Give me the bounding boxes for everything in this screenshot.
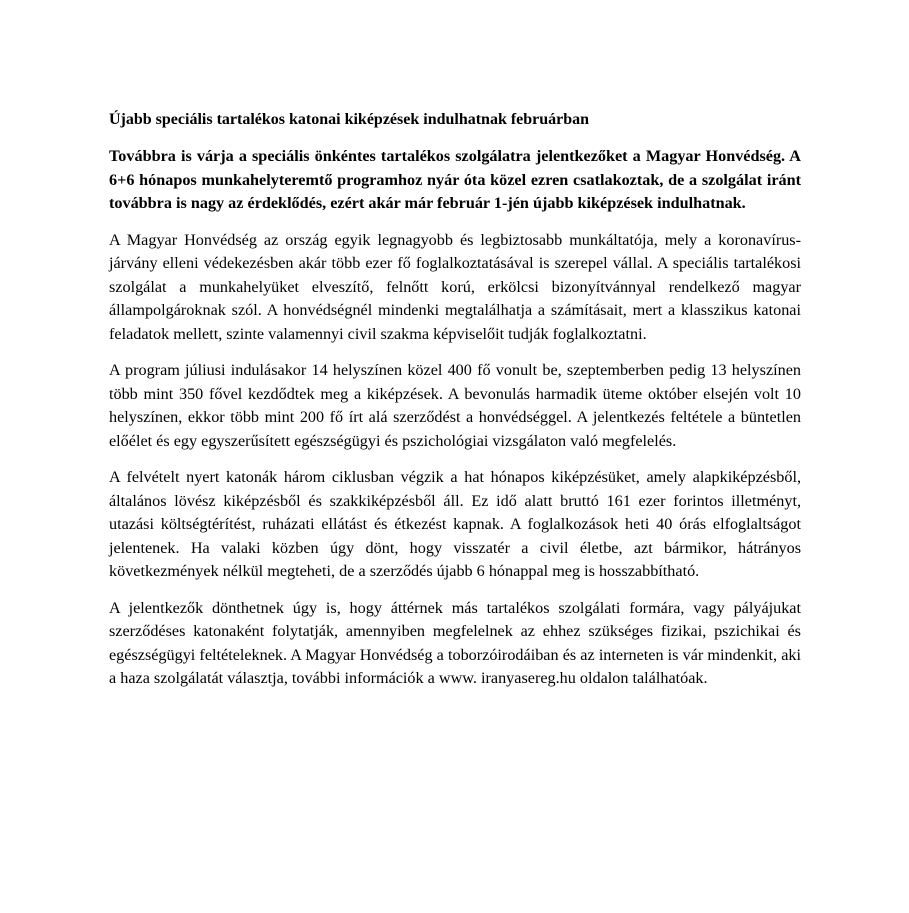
article-paragraph-1: A Magyar Honvédség az ország egyik legnagyobb és legbiztosabb munkáltatója, mely a koronavírus-járvány elleni védekezésben akár több ezer fő foglalkoztatásával is szerepel vállal. A speciális tartalékosi szolgálat a munkahelyüket elveszítő, felnőtt korú, erkölcsi bizonyítvánnyal rendelkező magyar állampolgároknak szól. A honvédségnél mindenki megtalálhatja a számításait, mert a klasszikus katonai feladatok mellett, szinte valamennyi civil szakma képviselőit tudják foglalkoztatni.	[109, 230, 801, 343]
article-title: Újabb speciális tartalékos katonai kiképzések indulhatnak februárban	[109, 111, 590, 128]
article-paragraph-2: A program júliusi indulásakor 14 helyszínen közel 400 fő vonult be, szeptemberben pedig 13 helyszínen több mint 350 fővel kezdődtek meg a kiképzések. A bevonulás harmadik üteme október elsején volt 10 helyszínen, ekkor több mint 200 fő írt alá szerződést a honvédséggel. A jelentkezés feltétele a büntetlen előélet és egy egyszerűsített egészségügyi és pszichológiai vizsgálaton való megfelelés.	[109, 361, 801, 450]
article-paragraph-4: A jelentkezők dönthetnek úgy is, hogy áttérnek más tartalékos szolgálati formára, vagy pályájukat szerződéses katonaként folytatják, amennyiben megfelelnek az ehhez szükséges fizikai, pszichikai és egészségügyi feltételeknek. A Magyar Honvédség a toborzóirodáiban és az interneten is vár mindenkit, aki a haza szolgálatát választja, további információk a www. iranyasereg.hu oldalon találhatóak.	[109, 598, 801, 687]
article-paragraph-3: A felvételt nyert katonák három ciklusban végzik a hat hónapos kiképzésüket, amely alapkiképzésből, általános lövész kiképzésből és szakkiképzésből áll. Ez idő alatt bruttó 161 ezer forintos illetményt, utazási költségtérítést, ruházati ellátást és étkezést kapnak. A foglalkozások heti 40 órás elfoglaltságot jelentenek. Ha valaki közben úgy dönt, hogy visszatér a civil életbe, azt bármikor, hátrányos következmények nélkül megteheti, de a szerződés újabb 6 hónappal meg is hosszabbítható.	[109, 468, 801, 580]
document-page	[109, 109, 801, 704]
article-lead: Továbbra is várja a speciális önkéntes tartalékos szolgálatra jelentkezőket a Magyar Honvédség. A 6+6 hónapos munkahelyteremtő programhoz nyár óta közel ezren csatlakoztak, de a szolgálat iránt továbbra is nagy az érdeklődés, ezért akár már február 1-jén újabb kiképzések indulhatnak.	[109, 147, 801, 212]
